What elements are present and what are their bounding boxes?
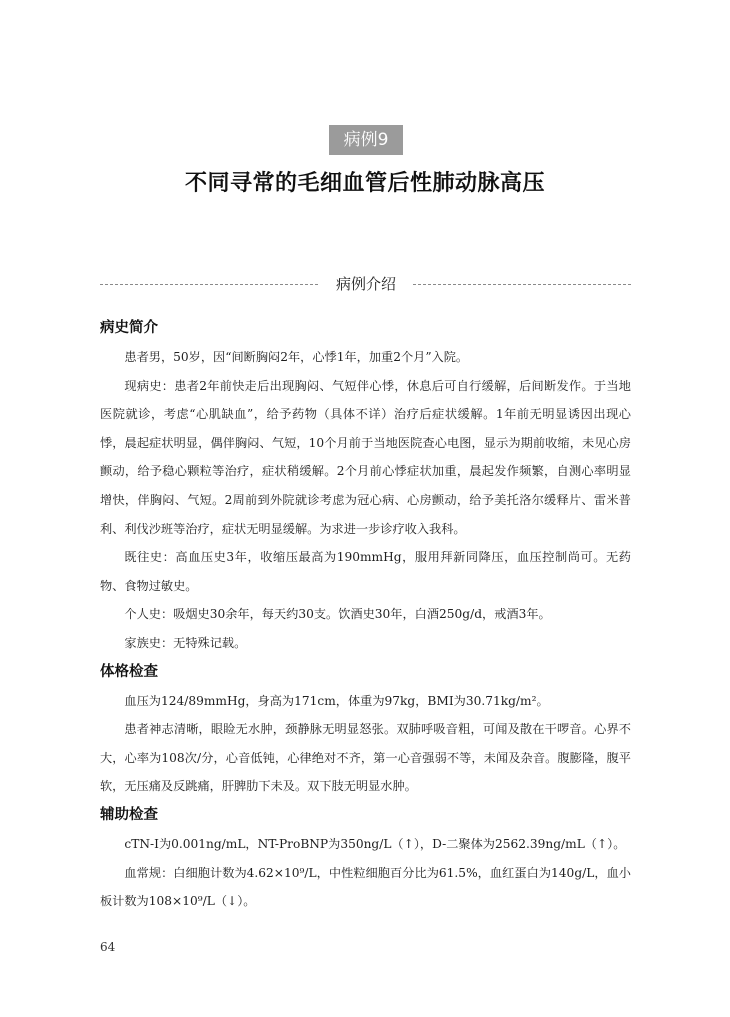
history-past-medical: 既往史：高血压史3年，收缩压最高为190mmHg，服用拜新同降压，血压控制尚可。无药物、食物过敏史。: [100, 550, 631, 593]
auxiliary-exam-biomarkers: cTN-I为0.001ng/mL，NT-ProBNP为350ng/L（↑），D-二聚体为2562.39ng/mL（↑）。: [124, 836, 626, 851]
divider-dash-left: [100, 284, 318, 285]
physical-exam-heading: 体格检查: [100, 663, 158, 680]
auxiliary-exam-blood-routine: 血常规：白细胞计数为4.62×10⁹/L，中性粒细胞百分比为61.5%，血红蛋白为140g/L，血小板计数为108×10⁹/L（↓）。: [100, 865, 631, 909]
divider-dash-right: [413, 284, 631, 285]
case-title: 不同寻常的毛细血管后性肺动脉高压: [184, 171, 545, 196]
case-content: [100, 314, 631, 916]
section-divider: [100, 273, 631, 295]
page-number: 64: [100, 940, 116, 954]
physical-exam-vitals: 血压为124/89mmHg，身高为171cm，体重为97kg，BMI为30.71kg/m²。: [124, 693, 549, 708]
history-heading: 病史简介: [100, 320, 158, 336]
physical-exam-findings: 患者神志清晰，眼睑无水肿，颈静脉无明显怒张。双肺呼吸音粗，可闻及散在干啰音。心界不大，心率为108次/分，心音低钝，心律绝对不齐，第一心音强弱不等，未闻及杂音。腹膨隆，腹平软，无压痛及反跳痛，肝脾肋下未及。双下肢无明显水肿。: [100, 722, 631, 794]
history-personal: 个人史：吸烟史30余年，每天约30支。饮酒史30年，白酒250g/d，戒酒3年。: [124, 607, 551, 622]
auxiliary-exam-heading: 辅助检查: [100, 806, 158, 823]
case-number-badge: 病例9: [329, 125, 403, 155]
history-chief-complaint: 患者男，50岁，因“间断胸闷2年，心悸1年，加重2个月”入院。: [124, 350, 469, 364]
section-heading: 病例介绍: [335, 275, 396, 293]
history-present-illness: 现病史：患者2年前快走后出现胸闷、气短伴心悸，休息后可自行缓解，后间断发作。于当地医院就诊，考虑“心肌缺血”，给予药物（具体不详）治疗后症状缓解。1年前无明显诱因出现心悸，晨起症状明显，偶伴胸闷、气短，10个月前于当地医院查心电图，显示为期前收缩，未见心房颤动，给予稳心颗粒等治疗，症状稍缓解。2个月前心悸症状加重，晨起发作频繁，自测心率明显增快，伴胸闷、气短。2周前到外院就诊考虑为冠心病、心房颤动，给予美托洛尔缓释片、雷米普利、利伐沙班等治疗，症状无明显缓解。为求进一步诊疗收入我科。: [100, 378, 631, 536]
history-family: 家族史：无特殊记载。: [124, 635, 247, 650]
